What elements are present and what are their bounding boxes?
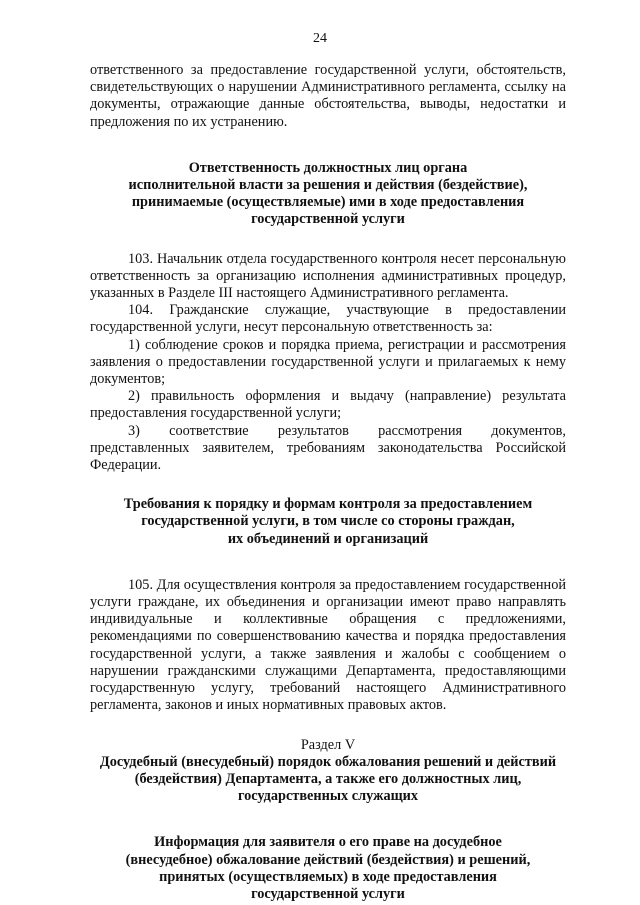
heading-line: Требования к порядку и формам контроля за предоставлением (123, 496, 533, 513)
heading-line: государственных служащих (237, 788, 419, 805)
paragraph-104-item-1: 1) соблюдение сроков и порядка приема, регистрации и рассмотрения заявления о предоставлении государственной услуги и прилагаемых к нему документов; (90, 336, 566, 388)
heading-line: Ответственность должностных лиц органа (188, 159, 468, 176)
heading-line: исполнительной власти за решения и действия (бездействие), (128, 177, 528, 194)
page-number: 24 (313, 31, 327, 46)
section-label: Раздел V (300, 736, 356, 753)
heading-appeal-information (90, 834, 566, 903)
heading-line: государственной услуги (251, 885, 405, 902)
intro-paragraph: ответственного за предоставление государственной услуги, обстоятельств, свидетельствующих о нарушении Административного регламента, ссылку на документы, отражающие данные обстоятельства, выводы, недостатки и предложения по их устранению. (90, 62, 566, 130)
paragraph-105: 105. Для осуществления контроля за предоставлением государственной услуги граждане, их объединения и организации имеют право направлять индивидуальные и коллективные обращения с предложениями, рекомендациями по совершенствованию качества и порядка предоставления государственной услуги, а также заявления и жалобы с сообщением о нарушении гражданскими служащими Департамента, предоставляющими государственную услугу, требований настоящего Административного регламента, законов и иных нормативных правовых актов. (90, 576, 566, 714)
paragraph-104-item-2: 2) правильность оформления и выдачу (направление) результата предоставления государственной услуги; (90, 388, 566, 422)
heading-line: Информация для заявителя о его праве на досудебное (154, 834, 502, 851)
heading-line: Досудебный (внесудебный) порядок обжалования решений и действий (99, 753, 557, 770)
heading-line: их объединений и организаций (227, 530, 429, 547)
heading-control-requirements (90, 496, 566, 548)
document-body (90, 62, 566, 903)
heading-line: государственной услуги (251, 211, 405, 228)
heading-line: принятых (осуществляемых) в ходе предоставления (159, 868, 497, 885)
heading-line: государственной услуги, в том числе со стороны граждан, (141, 513, 515, 530)
heading-line: (бездействия) Департамента, а также его должностных лиц, (134, 770, 522, 787)
paragraph-104-item-3: 3) соответствие результатов рассмотрения документов, представленных заявителем, требованиям законодательства Российской Федерации. (90, 422, 566, 474)
heading-line: принимаемые (осуществляемые) ими в ходе предоставления (131, 194, 525, 211)
heading-line: (внесудебное) обжалование действий (бездействия) и решений, (125, 851, 531, 868)
heading-responsibility (90, 160, 566, 229)
section-title (90, 754, 566, 806)
paragraph-104: 104. Гражданские служащие, участвующие в предоставлении государственной услуги, несут персональную ответственность за: (90, 302, 566, 336)
paragraph-103: 103. Начальник отдела государственного контроля несет персональную ответственность за организацию исполнения административных процедур, указанных в Разделе III настоящего Административного регламента. (90, 250, 566, 302)
